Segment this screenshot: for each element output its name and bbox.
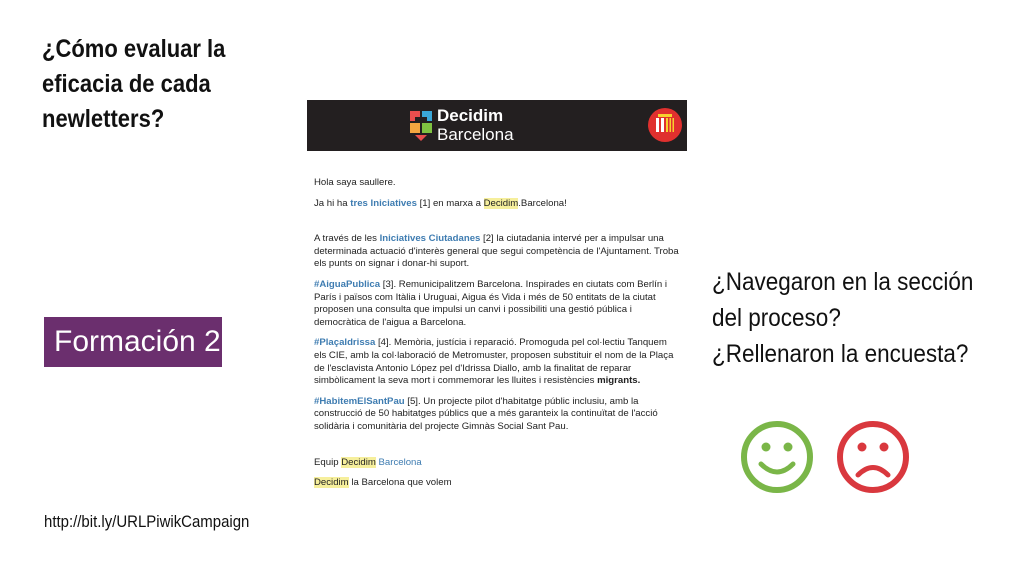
sign2-highlight: Decidim xyxy=(314,477,349,489)
brand-line1: Decidim xyxy=(437,106,504,125)
newsletter-greeting: Hola saya saullere. xyxy=(314,177,396,188)
p1-link[interactable]: Iniciatives Ciutadanes xyxy=(379,233,481,245)
sad-face-icon xyxy=(836,420,910,494)
barcelona-seal-icon xyxy=(645,105,685,145)
intro-post: .Barcelona! xyxy=(518,197,567,209)
intro-highlight: Decidim xyxy=(483,197,519,209)
newsletter-body xyxy=(307,151,687,490)
slide-title: ¿Cómo evaluar la eficacia de cada newletters? xyxy=(42,35,226,133)
brand-line2: Barcelona xyxy=(437,125,514,144)
p1-pre: A través de les xyxy=(314,233,380,245)
p3-body: [4]. Memòria, justícia i reparació. Promoguda pel col·lectiu Tanquem els CIE, amb la col·laboració de Metromuster, proposen substituir el nom de la Plaça de l'esclavista Antonio López pel d'Idrissa Diallo, amb la finalitat de reparar simbòlicament la seva mort i commemorar les lluites i resistències xyxy=(314,337,674,387)
evaluation-questions xyxy=(712,264,982,372)
p3-tag[interactable]: #Plaçaldrissa xyxy=(314,337,376,349)
newsletter-paragraph-initiatives xyxy=(314,233,681,271)
sign1-pre: Equip xyxy=(314,456,342,468)
newsletter-signature-motto xyxy=(314,477,681,490)
question-survey: ¿Rellenaron la encuesta? xyxy=(712,340,969,368)
p2-tag[interactable]: #AiguaPublica xyxy=(314,278,381,290)
newsletter-paragraph-placa xyxy=(314,337,681,387)
newsletter-paragraph-habitem xyxy=(314,396,681,434)
p1-post: [2] la ciutadania intervé per a impulsar una determinada actuació d'interès general que segui competència de l'Ajuntament. Troba els punts on signar i donar-hi suport. xyxy=(314,233,679,270)
p4-post: [5]. Un projecte pilot d'habitatge públic inclusiu, amb la construcció de 50 habitatges públics que a més garanteix la continuïtat de l'acció solidària i comunitària del projecte Gimnàs Social Sant Pau. xyxy=(314,395,658,432)
campaign-url[interactable]: http://bit.ly/URLPiwikCampaign xyxy=(44,512,250,531)
sign2-post: la Barcelona que volem xyxy=(348,477,452,489)
formacion-badge: Formación 2 xyxy=(44,317,222,367)
intro-mid: [1] en marxa a xyxy=(416,197,484,209)
newsletter-header xyxy=(307,100,687,151)
p3-bold: migrants. xyxy=(597,375,641,387)
newsletter-intro xyxy=(314,198,681,211)
intro-pre: Ja hi ha xyxy=(314,197,351,209)
newsletter-signature-team xyxy=(314,457,681,470)
intro-link[interactable]: tres Iniciatives xyxy=(350,197,417,209)
newsletter-brand xyxy=(437,106,514,144)
sign1-post[interactable]: Barcelona xyxy=(375,456,422,468)
p2-post: [3]. Remunicipalitzem Barcelona. Inspirades en ciutats com Berlín i París i països com Itàlia i Uruguai, Aigua és Vida i més de 50 entitats de la ciutat proposen una consulta que impulsi un canvi i possibiliti una gestió pública i democràtica de l'aigua a Barcelona. xyxy=(314,278,667,328)
newsletter-paragraph-aigua xyxy=(314,279,681,329)
newsletter-screenshot xyxy=(307,100,687,550)
smiley-face-icon xyxy=(740,420,814,494)
sign1-highlight: Decidim xyxy=(341,456,376,468)
question-navigation: ¿Navegaron en la sección del proceso? xyxy=(712,268,974,332)
p4-tag[interactable]: #HabitemElSantPau xyxy=(314,395,405,407)
